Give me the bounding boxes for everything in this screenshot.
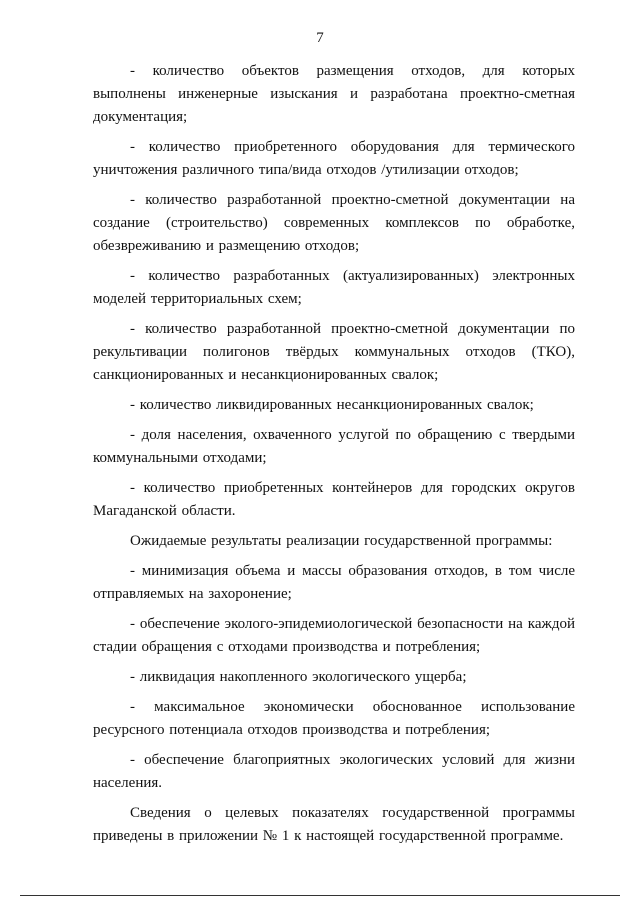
paragraph: - обеспечение эколого-эпидемиологической безопасности на каждой стадии обращения с отходами производства и потребления; [93, 616, 575, 655]
paragraph: - количество приобретенного оборудования для термического уничтожения различного типа/вида отходов /утилизации отходов; [93, 139, 575, 178]
paragraph: - максимальное экономически обоснованное использование ресурсного потенциала отходов производства и потребления; [93, 699, 575, 738]
section-heading: Ожидаемые результаты реализации государственной программы: [130, 533, 553, 549]
paragraph: - минимизация объема и массы образования отходов, в том числе отправляемых на захоронение; [93, 563, 575, 602]
paragraph: - ликвидация накопленного экологического ущерба; [130, 669, 467, 685]
paragraph: - количество ликвидированных несанкционированных свалок; [130, 397, 534, 413]
paragraph: Сведения о целевых показателях государственной программы приведены в приложении № 1 к настоящей государственной программе. [93, 805, 575, 844]
document-body [93, 60, 575, 848]
paragraph: - количество объектов размещения отходов, для которых выполнены инженерные изыскания и разработана проектно-сметная документация; [93, 63, 575, 125]
paragraph: - обеспечение благоприятных экологических условий для жизни населения. [93, 752, 575, 791]
page-number: 7 [316, 30, 324, 46]
paragraph: - количество разработанной проектно-сметной документации по рекультивации полигонов твёрдых коммунальных отходов (ТКО), санкционированных и несанкционированных свалок; [93, 321, 575, 383]
paragraph: - количество приобретенных контейнеров для городских округов Магаданской области. [93, 480, 575, 519]
paragraph: - количество разработанной проектно-сметной документации на создание (строительство) современных комплексов по обработке, обезвреживанию и размещению отходов; [93, 192, 575, 254]
paragraph: - количество разработанных (актуализированных) электронных моделей территориальных схем; [93, 268, 575, 307]
page-bottom-edge [20, 895, 620, 896]
paragraph: - доля населения, охваченного услугой по обращению с твердыми коммунальными отходами; [93, 427, 575, 466]
